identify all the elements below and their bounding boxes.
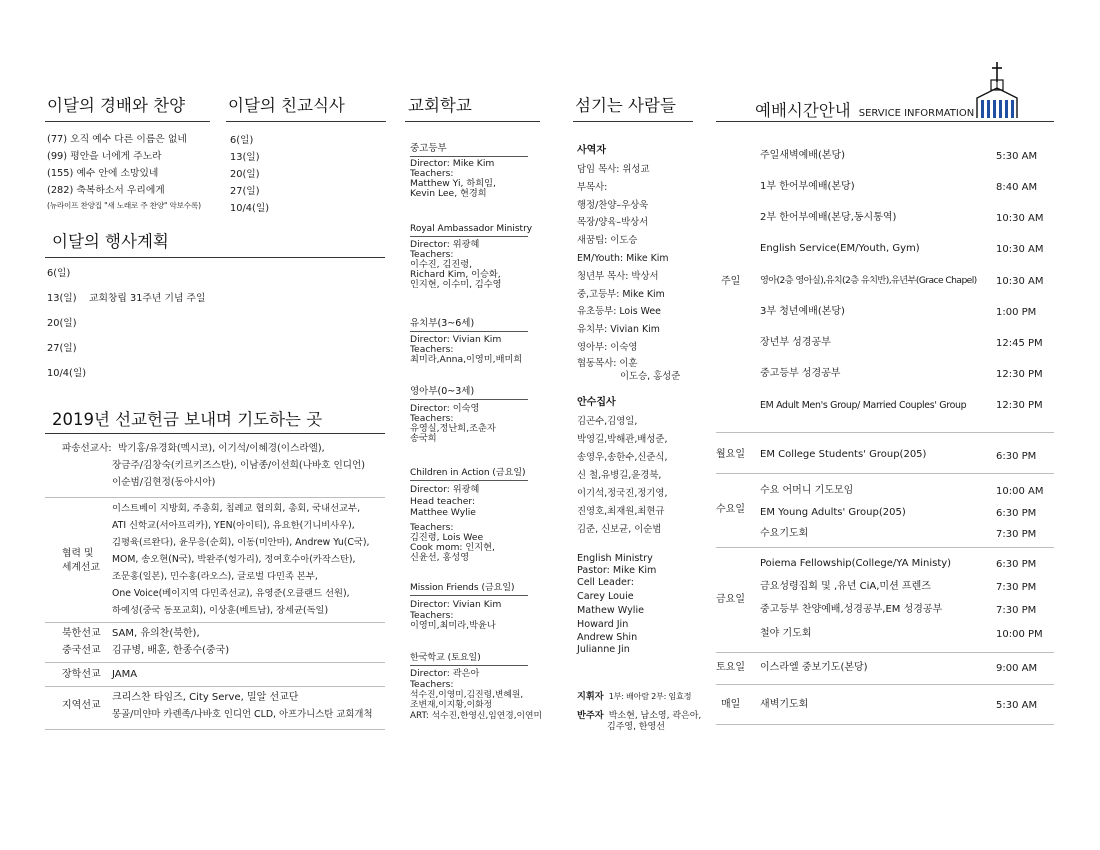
english-ministry <box>577 553 656 657</box>
deacons-header: 안수집사 <box>577 397 616 408</box>
school-group-ra <box>410 240 502 290</box>
servants-title-rule <box>573 121 693 122</box>
deacon-line: 박영길,박해관,배성준, <box>577 434 668 445</box>
event-row <box>47 293 205 318</box>
mission-row-label: 협력 및 세계선교 <box>62 548 100 573</box>
school-group-name: Royal Ambassador Ministry <box>410 224 533 234</box>
song-item: (77) 오직 예수 다른 이름은 없네 <box>47 134 187 145</box>
school-line: 석수진,이영미,김진령,변혜원, <box>410 689 524 700</box>
service-day-sunday: 주일 <box>721 276 741 287</box>
school-line: 이수진, 김진령, <box>410 259 473 270</box>
school-group-name: 유치부(3~6세) <box>410 318 475 329</box>
service-name: 장년부 성경공부 <box>760 337 831 348</box>
school-group-name: 한국학교 (토요일) <box>410 653 481 663</box>
mission-row-line: 몽골/미얀마 카렌족/나바호 인디언 CLD, 아프가니스탄 교회개척 <box>112 709 373 720</box>
school-group-youth <box>410 159 496 199</box>
em-line: Cell Leader: <box>577 577 634 589</box>
school-line: Director: Vivian Kim <box>410 599 502 610</box>
event-row <box>47 268 205 293</box>
school-line: Teachers: <box>410 413 454 424</box>
school-group-rule <box>410 331 528 332</box>
mission-row-line: 김평육(르완다), 윤무응(순회), 이동(미안마), Andrew Yu(C국), <box>112 537 370 548</box>
service-name: 이스라엘 중보기도(본당) <box>760 662 868 673</box>
conductor-label: 지휘자 <box>577 691 604 702</box>
school-line: Director: 위광혜 <box>410 484 480 495</box>
service-time: 8:40 AM <box>996 182 1038 193</box>
school-line: Matthee Wylie <box>410 507 476 518</box>
school-line: Head teacher: <box>410 495 476 507</box>
fellowship-date: 6(일) <box>230 135 254 146</box>
school-line: Kevin Lee, 현경희 <box>410 188 487 199</box>
mission-row-line: 장금주/김창숙(키르키즈스탄), 이남종/이선희(나바호 인디언) <box>112 460 366 471</box>
school-group-name: Children in Action (금요일) <box>410 468 526 478</box>
fellowship-date: 27(일) <box>230 186 260 197</box>
school-line: 인지현, 이수미, 김수영 <box>410 279 502 290</box>
mission-row-line: 박기홍/유경화(멕시코), 이기석/이혜경(이스라엘), <box>118 443 325 454</box>
service-name: 영아(2층 영아실),유치(2층 유치반),유년부(Grace Chapel) <box>760 275 977 286</box>
service-divider <box>716 473 1054 474</box>
pastors-list <box>577 161 680 383</box>
pastor-line: 협동목사: 이훈 <box>577 357 638 369</box>
school-title: 교회학교 <box>408 96 472 115</box>
mission-title-rule <box>45 433 385 434</box>
pastor-line: 영아부: 이숙영 <box>577 341 638 353</box>
school-line: Cook mom: 인지현, <box>410 541 495 553</box>
fellowship-title-rule <box>226 121 386 122</box>
school-title-rule <box>405 121 540 122</box>
service-title-en: SERVICE INFORMATION <box>858 108 975 119</box>
school-group-rule <box>410 236 528 237</box>
service-time: 9:00 AM <box>996 663 1038 674</box>
mission-row-line: 이스트베이 지방회, 주총회, 침례교 협의회, 총회, 국내선교부, <box>112 503 361 514</box>
service-time: 7:30 PM <box>996 582 1037 593</box>
service-day-monday: 월요일 <box>716 449 745 460</box>
service-time: 5:30 AM <box>996 700 1038 711</box>
songbook-note: (뉴라이프 찬양집 "새 노래로 주 찬양" 악보수록) <box>47 201 201 210</box>
school-group-rule <box>410 665 528 666</box>
accompanist-value-2: 김주영, 한영선 <box>607 722 665 732</box>
pastor-line: 부목사: <box>577 181 608 193</box>
school-line: Director: 이숙영 <box>410 403 480 414</box>
mission-row-label: 중국선교 <box>62 645 101 656</box>
service-time: 10:30 AM <box>996 213 1044 224</box>
school-line: Teachers: <box>410 521 454 533</box>
pastor-line: EM/Youth: Mike Kim <box>577 252 669 264</box>
deacon-line: 김곤수,김영일, <box>577 416 638 427</box>
event-date: 20(일) <box>47 318 77 329</box>
fellowship-date: 10/4(일) <box>230 203 270 214</box>
pastor-line: 유초등부: Lois Wee <box>577 306 661 318</box>
service-title-wrap <box>755 97 974 121</box>
school-line: 유영실,정난희,조춘자 <box>410 423 496 434</box>
school-line: Teachers: <box>410 168 454 179</box>
em-line: Julianne Jin <box>577 644 630 656</box>
deacons-list <box>577 413 667 539</box>
conductor-value: 1부: 배아람 2부: 임효정 <box>608 691 692 701</box>
pastor-line: 목장/양육–박상서 <box>577 217 649 229</box>
service-divider <box>716 652 1054 653</box>
event-row <box>47 343 205 368</box>
events-list <box>47 268 205 393</box>
mission-row-line: 김규병, 배훈, 한종수(중국) <box>112 645 230 656</box>
em-line: Howard Jin <box>577 618 629 630</box>
service-title-rule <box>716 121 1054 122</box>
mission-row-line: 크리스찬 타임즈, City Serve, 밀알 선교단 <box>112 692 299 703</box>
pastor-line: 담임 목사: 위성교 <box>577 164 650 175</box>
service-time: 6:30 PM <box>996 451 1037 462</box>
event-date: 10/4(일) <box>47 368 87 379</box>
worship-title: 이달의 경배와 찬양 <box>47 96 186 115</box>
school-group-rule <box>410 595 528 596</box>
school-group-name: 영아부(0~3세) <box>410 386 475 397</box>
accompanist-row <box>577 703 701 733</box>
service-divider <box>716 547 1054 548</box>
school-group-rule <box>410 156 528 157</box>
service-name: 수요 어머니 기도모임 <box>760 485 854 496</box>
mission-divider <box>45 686 385 687</box>
school-group-korean <box>410 668 542 723</box>
conductor-row <box>577 684 691 703</box>
song-item: (99) 평안을 너에게 주노라 <box>47 151 162 162</box>
service-day-daily: 매일 <box>721 699 741 710</box>
mission-row-line: One Voice(베이지역 다민족선교), 유영준(오클랜드 선원), <box>112 588 350 599</box>
service-name: 1부 한어부예배(본당) <box>760 181 855 192</box>
mission-row-label: 지역선교 <box>62 700 101 711</box>
service-day-friday: 금요일 <box>716 594 745 605</box>
school-line: Director: Vivian Kim <box>410 334 502 345</box>
pastor-line: 유치부: Vivian Kim <box>577 324 660 336</box>
service-name: 철야 기도회 <box>760 628 812 639</box>
service-time: 12:30 PM <box>996 369 1043 380</box>
service-name: 2부 한어부예배(본당,동시통역) <box>760 212 897 223</box>
school-group-name: Mission Friends (금요일) <box>410 583 515 593</box>
pastor-line: 행정/찬양–우상욱 <box>577 199 649 211</box>
worship-title-rule <box>45 121 210 122</box>
school-line: 송국희 <box>410 433 437 444</box>
school-group-mf <box>410 599 501 631</box>
mission-row-line: 조문홍(일본), 민수홍(라오스), 글로벌 다민족 본부, <box>112 571 318 582</box>
school-group-rule <box>410 480 528 481</box>
mission-row-line: 하예성(중국 동포교회), 이상훈(베트남), 장세균(독일) <box>112 605 329 616</box>
em-line: Mathew Wylie <box>577 604 645 616</box>
mission-divider <box>45 497 385 498</box>
school-group-rule <box>410 399 528 400</box>
fellowship-date: 13(일) <box>230 152 260 163</box>
accompanist-value: 박소현, 남소영, 곽은아, <box>608 711 702 721</box>
service-name: Poiema Fellowship(College/YA Ministy) <box>760 558 952 569</box>
deacon-line: 송영우,송한수,신준식, <box>577 452 668 463</box>
mission-row-label: 장학선교 <box>62 669 101 680</box>
song-item: (155) 예수 안에 소망있네 <box>47 168 159 179</box>
school-line: Director: 곽은아 <box>410 668 480 679</box>
service-time: 12:45 PM <box>996 338 1043 349</box>
event-text: 교회창립 31주년 기념 주일 <box>89 293 206 304</box>
event-date: 13(일) <box>47 293 77 304</box>
service-title: 예배시간안내 <box>755 101 851 120</box>
song-item: (282) 축복하소서 우리에게 <box>47 185 165 196</box>
service-name: EM College Students' Group(205) <box>760 449 927 460</box>
school-line: Director: Mike Kim <box>410 158 495 169</box>
service-divider <box>716 432 1054 433</box>
pastor-line: 이도승, 홍성준 <box>620 370 681 382</box>
service-day-saturday: 토요일 <box>716 662 745 673</box>
service-name: EM Young Adults' Group(205) <box>760 507 906 518</box>
school-line: 이영미,최미라,박윤나 <box>410 619 496 631</box>
service-name: 중고등부 찬양예배,성경공부,EM 성경공부 <box>760 604 943 615</box>
accompanist-label: 반주자 <box>577 710 604 721</box>
service-name: 새벽기도회 <box>760 699 809 710</box>
school-group-kinder <box>410 335 522 365</box>
service-time: 10:30 AM <box>996 244 1044 255</box>
service-name: 수요기도회 <box>760 528 809 539</box>
deacon-line: 신 철,유병길,윤경북, <box>577 470 662 481</box>
service-time: 10:00 AM <box>996 486 1044 497</box>
deacon-line: 김준, 신보균, 이순범 <box>577 524 662 535</box>
mission-row-line: SAM, 유의찬(북한), <box>112 628 200 639</box>
service-day-wednesday: 수요일 <box>716 504 745 515</box>
service-name: 주일새벽예배(본당) <box>760 150 846 161</box>
fellowship-title: 이달의 친교식사 <box>228 96 345 115</box>
school-group-infant <box>410 404 496 444</box>
school-line: Richard Kim, 이승화, <box>410 269 501 280</box>
school-line: 최미라,Anna,이영미,배미희 <box>410 354 523 365</box>
em-line: Andrew Shin <box>577 631 638 643</box>
school-line: Teachers: <box>410 344 454 355</box>
service-time: 10:30 AM <box>996 276 1044 287</box>
school-line: 조변재,이지황,이화정 <box>410 699 493 710</box>
event-row <box>47 318 205 343</box>
school-line: 김진령, Lois Wee <box>410 531 484 543</box>
pastor-line: 청년부 목사: 박상서 <box>577 270 659 282</box>
mission-title: 2019년 선교헌금 보내며 기도하는 곳 <box>52 410 323 429</box>
event-date: 6(일) <box>47 268 71 279</box>
mission-row-line: ATI 신학교(서아프리카), YEN(아이티), 유요한(기니비사우), <box>112 520 355 531</box>
mission-divider <box>45 662 385 663</box>
service-time: 6:30 PM <box>996 559 1037 570</box>
pastor-line: 중,고등부: Mike Kim <box>577 288 665 300</box>
service-time: 1:00 PM <box>996 307 1037 318</box>
mission-row-label: 파송선교사: <box>62 443 112 454</box>
service-name: 3부 청년예배(본당) <box>760 306 845 317</box>
pastors-header: 사역자 <box>577 145 606 156</box>
service-divider <box>716 724 1054 725</box>
service-name: 금요성령집회 및 ,유년 CiA,미션 프렌즈 <box>760 581 931 592</box>
em-line: Pastor: Mike Kim <box>577 565 657 577</box>
events-title-rule <box>45 257 385 258</box>
school-group-cia <box>410 484 495 563</box>
servants-title: 섬기는 사람들 <box>575 96 676 115</box>
mission-divider <box>45 729 385 730</box>
school-line: Director: 위광혜 <box>410 239 480 250</box>
mission-row-line: JAMA <box>112 669 138 680</box>
deacon-line: 이기석,정국진,정기영, <box>577 488 668 499</box>
service-time: 12:30 PM <box>996 400 1043 411</box>
pastor-line: 새꿈팀: 이도승 <box>577 235 638 247</box>
worship-songs-list <box>47 131 201 213</box>
school-line: ART: 석수진,한영신,임연경,이연미 <box>410 710 543 721</box>
service-name: EM Adult Men's Group/ Married Couples' Group <box>760 400 967 411</box>
deacon-line: 진영호,최재원,최현규 <box>577 506 665 517</box>
service-time: 10:00 PM <box>996 629 1043 640</box>
mission-divider <box>45 622 385 623</box>
service-time: 5:30 AM <box>996 151 1038 162</box>
service-time: 6:30 PM <box>996 508 1037 519</box>
school-line: Teachers: <box>410 609 454 621</box>
event-date: 27(일) <box>47 343 77 354</box>
em-line: Carey Louie <box>577 590 634 602</box>
mission-row-line: MOM, 송오현(N국), 박완주(헝가리), 정여호수아(카작스탄), <box>112 554 356 565</box>
school-group-name: 중고등부 <box>410 143 447 154</box>
fellowship-dates <box>230 132 269 217</box>
school-line: Matthew Yi, 하희임, <box>410 178 496 189</box>
event-row <box>47 368 205 393</box>
service-time: 7:30 PM <box>996 605 1037 616</box>
school-line: Teachers: <box>410 678 454 690</box>
service-time: 7:30 PM <box>996 529 1037 540</box>
mission-row-label: 북한선교 <box>62 628 101 639</box>
fellowship-date: 20(일) <box>230 169 260 180</box>
church-icon <box>972 60 1022 120</box>
mission-row-line: 이순범/김현정(동아시아) <box>112 477 216 488</box>
service-name: English Service(EM/Youth, Gym) <box>760 243 920 254</box>
school-line: Teachers: <box>410 249 454 260</box>
em-line: English Ministry <box>577 553 653 564</box>
service-divider <box>716 684 1054 685</box>
service-name: 중고등부 성경공부 <box>760 368 841 379</box>
school-line: 신윤선, 홍성영 <box>410 551 470 563</box>
events-title: 이달의 행사계획 <box>52 232 169 251</box>
